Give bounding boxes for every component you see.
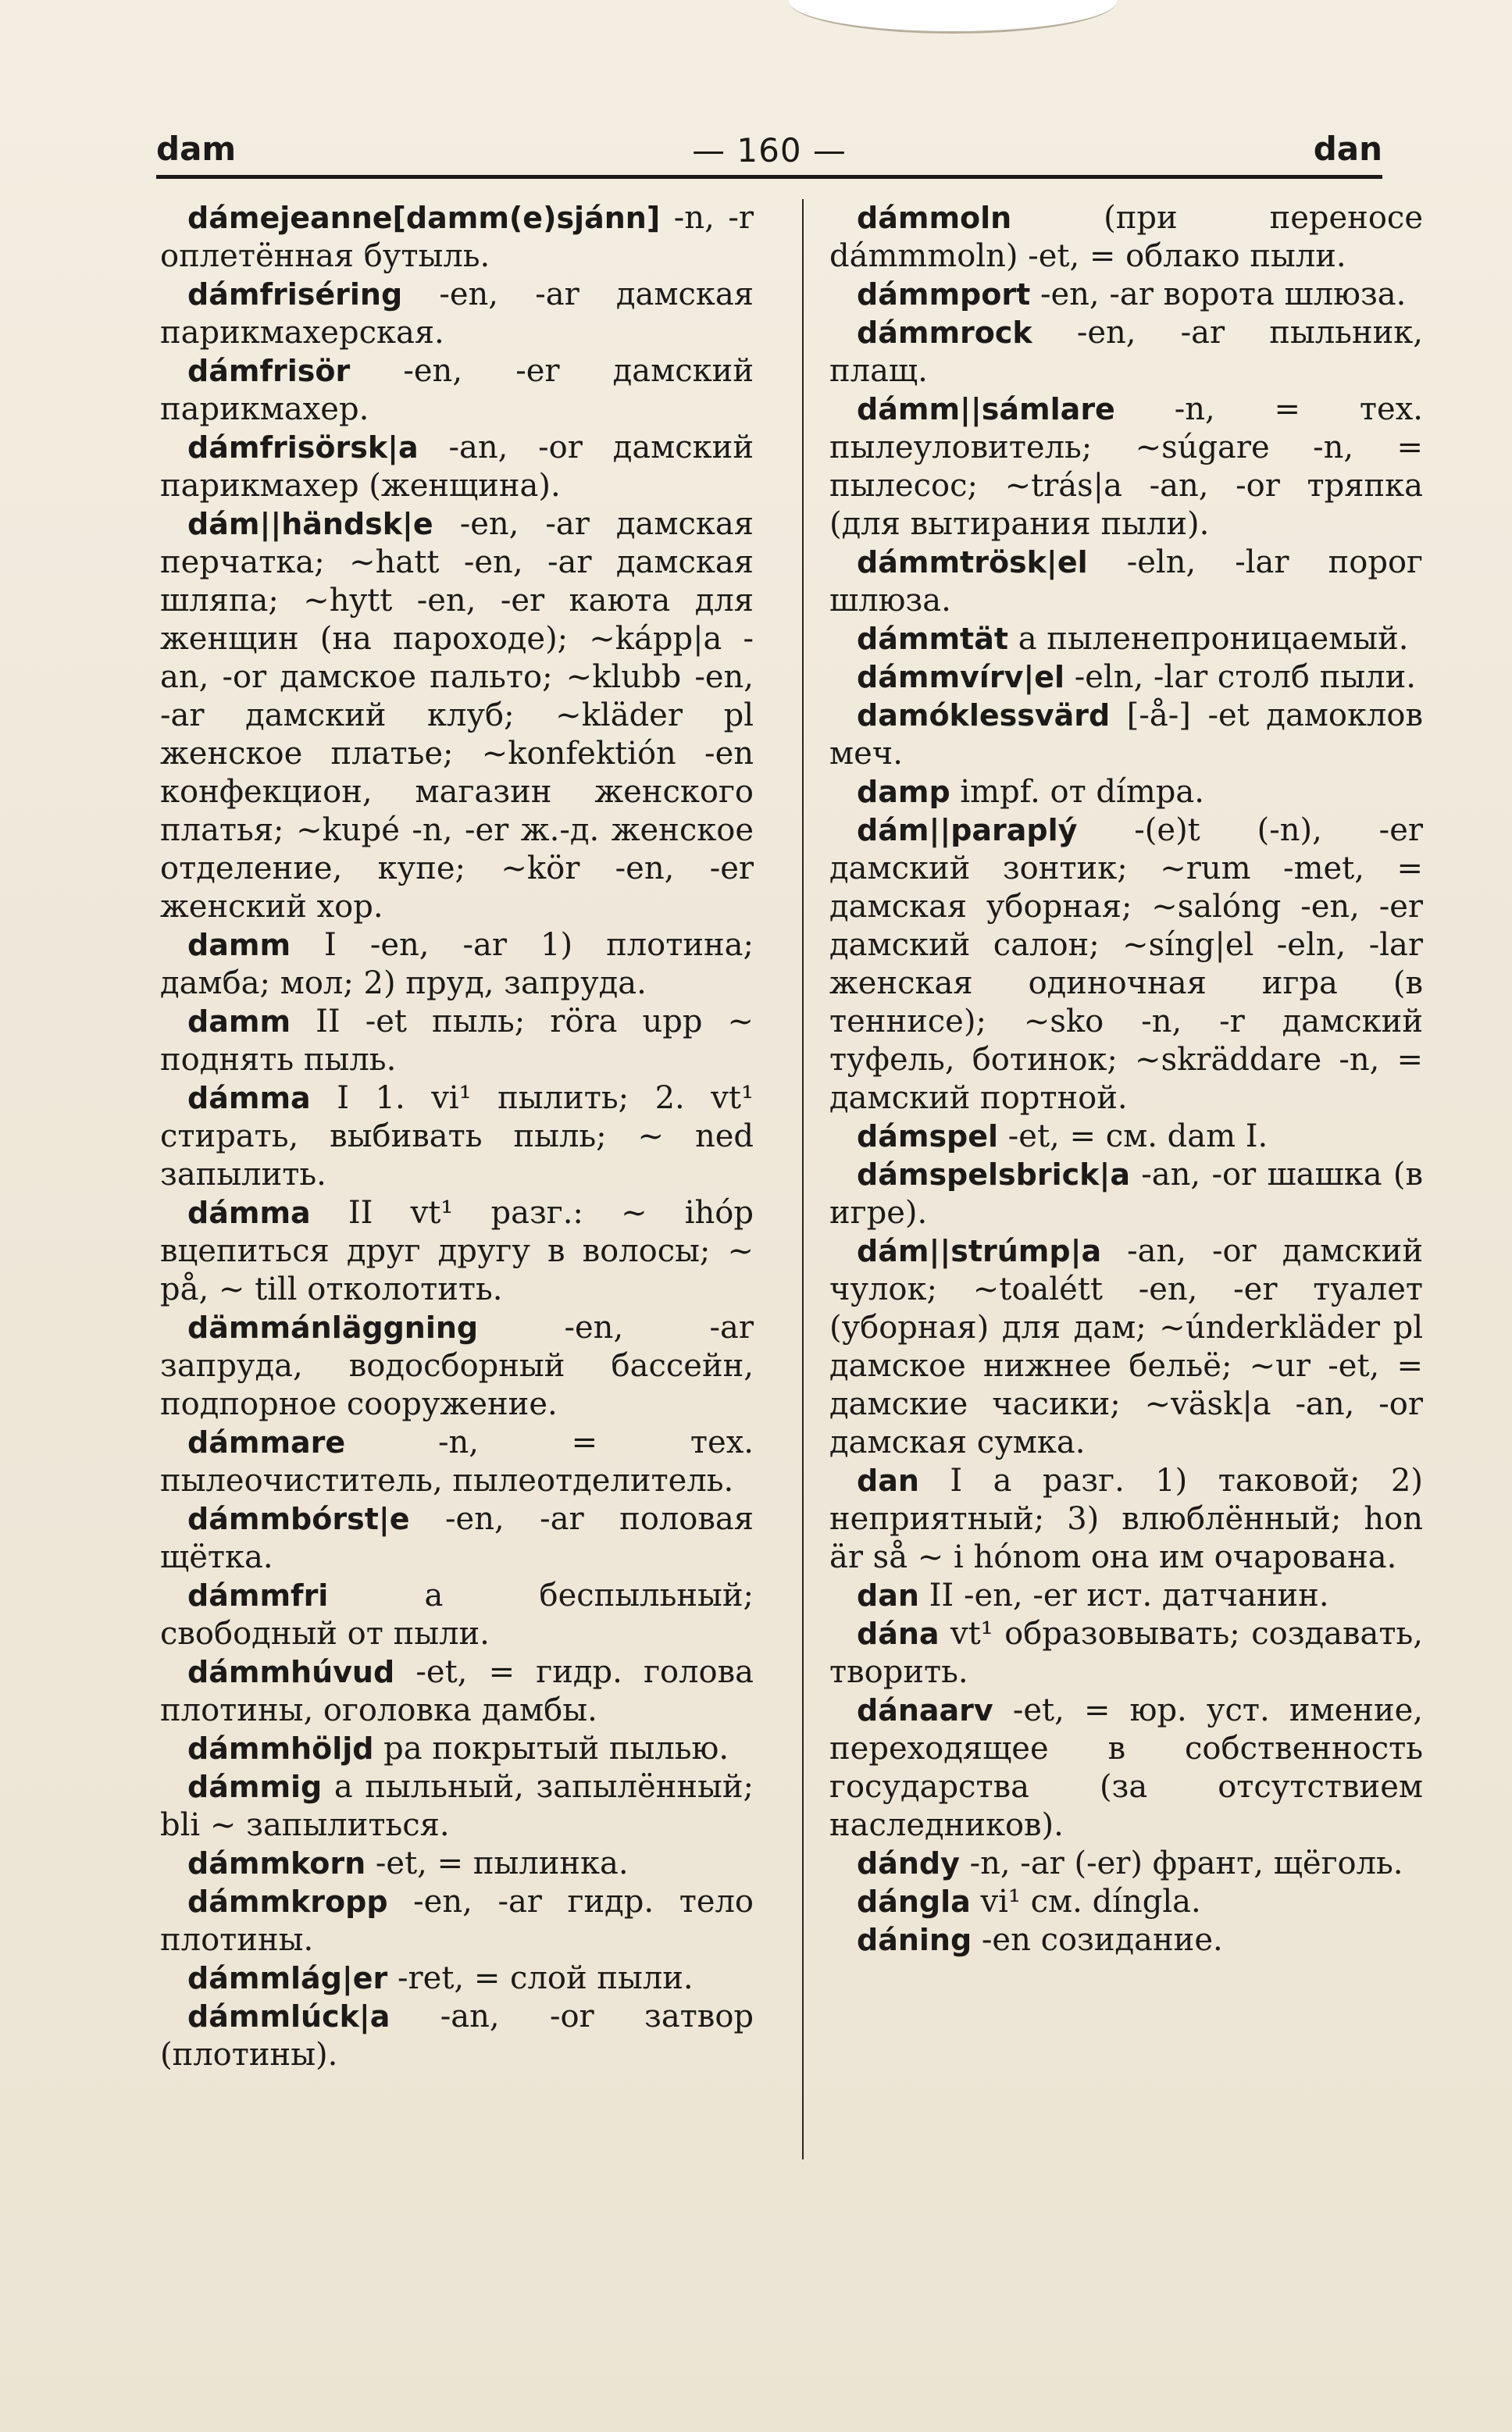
entry-definition: -(e)t (-n), -er дамский зонтик; ~rum -met, = дамская уборная; ~salóng -en, -er дамский салон; ~síng|el -eln, -lar женская одиночная игра (в теннисе); ~sko -n, -r дамский туфель, ботинок; ~skräddare -n, = дамский портной. <box>829 812 1423 1116</box>
left-column <box>160 199 754 2230</box>
entry-definition: -en, -ar половая щётка. <box>160 1501 754 1575</box>
entry-definition: I 1. vi¹ пылить; 2. vt¹ стирать, выбивать пыль; ~ ned запылить. <box>160 1080 754 1193</box>
entry-headword: dámmoln <box>857 201 1012 235</box>
dictionary-entry <box>829 1845 1423 1883</box>
entry-definition: -eln, -lar столб пыли. <box>1064 659 1417 695</box>
entry-headword: dámm||sámlare <box>857 392 1115 426</box>
entry-definition: I -en, -ar 1) плотина; дамба; мол; 2) пруд, запруда. <box>160 927 754 1001</box>
entry-definition: -en, -ar дамская перчатка; ~hatt -en, -ar дамская шляпа; ~hytt -en, -er каюта для женщин (на пароходе); ~kápp|a -an, -or дамское пальто; ~klubb -en, -ar дамский клуб; ~kläder pl женское платье; ~konfektión -en конфекцион, магазин женского платья; ~kupé -n, -er ж.-д. женское отделение, купе; ~kör -en, -er женский хор. <box>160 506 754 925</box>
dictionary-entry <box>160 276 754 352</box>
entry-headword: dan <box>857 1464 919 1498</box>
entry-headword: dámmkorn <box>187 1846 366 1881</box>
dictionary-entry <box>829 1462 1423 1577</box>
column-divider <box>802 199 804 2159</box>
entry-headword: dámmtät <box>857 622 1009 656</box>
entry-definition: -et, = см. dam I. <box>998 1118 1268 1154</box>
entry-definition: [-å-] -et дамоклов меч. <box>829 697 1423 772</box>
entry-definition: -ret, = слой пыли. <box>387 1960 694 1996</box>
entry-definition: -en, -er дамский парикмахер. <box>160 353 754 427</box>
entry-definition: -n, -r оплетённая бутыль. <box>160 200 754 274</box>
dictionary-entry <box>829 1232 1423 1462</box>
header-rule <box>156 175 1382 179</box>
dictionary-entry <box>829 276 1423 314</box>
entry-headword: dána <box>857 1617 940 1651</box>
dictionary-entry <box>829 544 1423 620</box>
dictionary-entry <box>829 1577 1423 1615</box>
page-header <box>156 125 1382 172</box>
dictionary-entry <box>160 1003 754 1079</box>
entry-definition: a беспыльный; свободный от пыли. <box>160 1578 754 1652</box>
dictionary-entry <box>829 314 1423 390</box>
dictionary-entry <box>160 1960 754 1998</box>
entry-headword: dámfrisörsk|a <box>187 430 419 465</box>
dictionary-entry <box>829 1615 1423 1692</box>
right-running-headword: dan <box>1313 130 1382 168</box>
entry-definition: -eln, -lar порог шлюза. <box>829 544 1423 619</box>
entry-definition: -an, -or затвор (плотины). <box>160 1999 754 2073</box>
entry-headword: dámfrisör <box>187 354 351 388</box>
entry-headword: dämmánläggning <box>187 1310 479 1345</box>
dictionary-entry <box>160 1883 754 1960</box>
entry-headword: damm <box>187 1004 291 1039</box>
entry-definition: -en, -ar ворота шлюза. <box>1030 276 1407 312</box>
left-running-headword: dam <box>156 130 237 168</box>
entry-definition: vi¹ см. díngla. <box>970 1884 1201 1920</box>
dictionary-entry <box>160 1730 754 1768</box>
entry-headword: dámmport <box>857 277 1031 312</box>
entry-definition: (при переносе dámmmoln) -et, = облако пыли. <box>829 200 1423 274</box>
entry-headword: dámmrock <box>857 316 1032 350</box>
dictionary-entry <box>829 1156 1423 1232</box>
entry-headword: dámmig <box>187 1770 323 1804</box>
entry-definition: -n, -ar (-er) франт, щёголь. <box>959 1845 1403 1881</box>
entry-headword: dánaarv <box>857 1693 993 1728</box>
dictionary-entry <box>160 1577 754 1653</box>
entry-headword: dámmhúvud <box>187 1655 395 1689</box>
entry-headword: dan <box>857 1578 919 1613</box>
dictionary-entry <box>160 1768 754 1845</box>
entry-definition: -en, -ar дамская парикмахерская. <box>160 276 754 351</box>
dictionary-entry <box>160 1309 754 1424</box>
dictionary-entry <box>829 811 1423 1118</box>
entry-headword: dámma <box>187 1196 311 1230</box>
dictionary-entry <box>829 773 1423 811</box>
entry-headword: dámmlág|er <box>187 1961 388 1995</box>
entry-definition: -an, -or дамский парикмахер (женщина). <box>160 430 754 504</box>
entry-headword: dáning <box>857 1923 972 1957</box>
entry-headword: dámmlúck|a <box>187 1999 390 2034</box>
entry-definition: II -en, -er ист. датчанин. <box>918 1578 1329 1614</box>
entry-headword: dámfriséring <box>187 277 403 312</box>
dictionary-entry <box>160 352 754 429</box>
entry-headword: dámejeanne[damm(e)sjánn] <box>187 201 661 235</box>
dictionary-entry <box>829 620 1423 658</box>
entry-headword: dámmbórst|e <box>187 1502 410 1536</box>
entry-definition: II vt¹ разг.: ~ ihóp вцепиться друг другу в волосы; ~ på, ~ till отколотить. <box>160 1195 754 1307</box>
dictionary-entry <box>829 390 1423 544</box>
entry-headword: dángla <box>857 1885 971 1919</box>
dictionary-entry <box>160 1079 754 1194</box>
entry-headword: dám||händsk|e <box>187 507 433 541</box>
dictionary-entry <box>160 429 754 505</box>
dictionary-entry <box>160 199 754 276</box>
entry-headword: damp <box>857 775 950 809</box>
right-column <box>829 199 1423 2230</box>
entry-definition: a пыленепроницаемый. <box>1008 621 1409 657</box>
entry-headword: damm <box>187 928 291 962</box>
dictionary-entry <box>829 199 1423 276</box>
entry-headword: dámmkropp <box>187 1885 388 1919</box>
entry-definition: pa покрытый пылью. <box>373 1731 729 1767</box>
entry-headword: dám||strúmp|a <box>857 1234 1102 1268</box>
dictionary-entry <box>829 658 1423 697</box>
entry-definition: -en, -ar запруда, водосборный бассейн, подпорное сооружение. <box>160 1310 754 1422</box>
dictionary-entry <box>160 1845 754 1883</box>
dictionary-entry <box>160 1500 754 1577</box>
entry-definition: -n, = тех. пылеочиститель, пылеотделитель. <box>160 1425 754 1499</box>
entry-headword: damóklessvärd <box>857 698 1111 733</box>
entry-headword: dámmfri <box>187 1578 329 1613</box>
entry-definition: -et, = юр. уст. имение, переходящее в собственность государства (за отсутствием наследников). <box>829 1692 1423 1843</box>
entry-headword: dámmvírv|el <box>857 660 1065 694</box>
dictionary-entry <box>829 1692 1423 1845</box>
dictionary-entry <box>160 1653 754 1730</box>
dictionary-entry <box>160 926 754 1003</box>
entry-headword: dámspel <box>857 1119 999 1154</box>
entry-headword: dámma <box>187 1081 311 1115</box>
dictionary-entry <box>829 1883 1423 1921</box>
entry-definition: -en, -ar гидр. тело плотины. <box>160 1884 754 1958</box>
dictionary-entry <box>160 1194 754 1309</box>
entry-headword: dándy <box>857 1846 960 1881</box>
entry-definition: vt¹ образовывать; создавать, творить. <box>829 1616 1423 1690</box>
entry-headword: dám||paraplý <box>857 813 1078 847</box>
entry-headword: dámmtrösk|el <box>857 545 1088 579</box>
dictionary-entry <box>829 697 1423 773</box>
entry-definition: -en, -ar пыльник, плащ. <box>829 315 1423 389</box>
entry-definition: a пыльный, запылённый; bli ~ запылиться. <box>160 1769 754 1843</box>
entry-definition: I a разг. 1) таковой; 2) неприятный; 3) влюблённый; hon är så ~ i hónom она им очарована. <box>829 1463 1423 1575</box>
entry-definition: -an, -or шашка (в игре). <box>829 1157 1423 1231</box>
dictionary-entry <box>829 1118 1423 1156</box>
page-number: — 160 — <box>692 131 847 169</box>
dictionary-entry <box>829 1921 1423 1960</box>
entry-definition: impf. от dímpa. <box>950 774 1204 810</box>
entry-definition: -et, = гидр. голова плотины, оголовка дамбы. <box>160 1654 754 1728</box>
entry-definition: -n, = тех. пылеуловитель; ~súgare -n, = пылесос; ~trás|a -an, -or тряпка (для вытирания пыли). <box>829 391 1423 542</box>
entry-definition: -et, = пылинка. <box>366 1845 629 1881</box>
entry-headword: dámspelsbrick|a <box>857 1157 1130 1192</box>
dictionary-entry <box>160 505 754 926</box>
entry-definition: II -et пыль; röra upp ~ поднять пыль. <box>160 1004 754 1078</box>
dictionary-entry <box>160 1424 754 1500</box>
entry-headword: dámmare <box>187 1425 346 1460</box>
entry-headword: dámmhöljd <box>187 1731 374 1766</box>
entry-definition: -en созидание. <box>972 1922 1223 1958</box>
dictionary-entry <box>160 1998 754 2074</box>
entry-definition: -an, -or дамский чулок; ~toalétt -en, -er туалет (уборная) для дам; ~únderkläder pl дамское нижнее бельё; ~ur -et, = дамские часики; ~väsk|a -an, -or дамская сумка. <box>829 1233 1423 1460</box>
